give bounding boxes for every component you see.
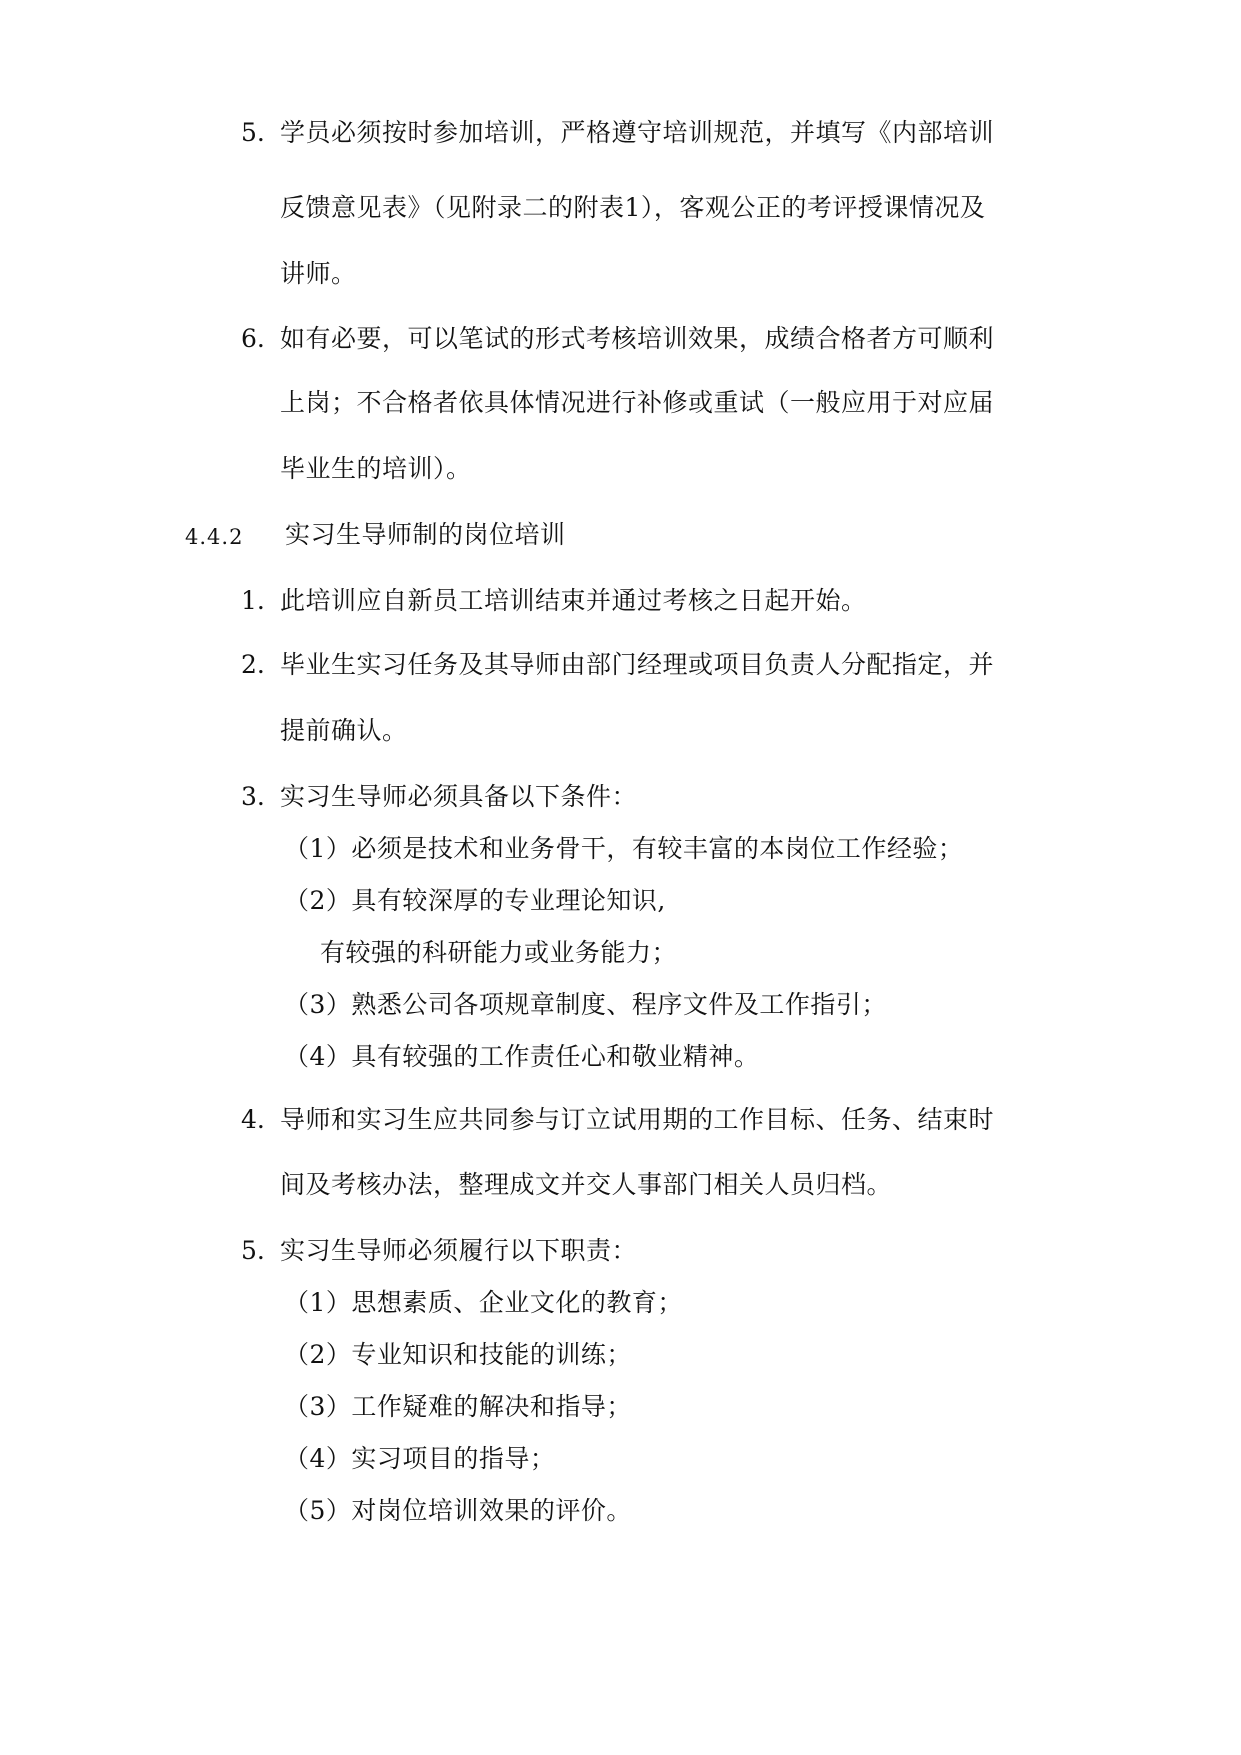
list-number: 6. [241, 324, 265, 353]
sub-item-text: （2）具有较深厚的专业理论知识, [284, 886, 666, 915]
sub-item-text: （4）具有较强的工作责任心和敬业精神。 [284, 1042, 760, 1071]
section-number: 4.4.2 [185, 525, 244, 549]
sub-item-text: （3）熟悉公司各项规章制度、程序文件及工作指引； [284, 990, 887, 1019]
sub-item-text: （2）专业知识和技能的训练； [284, 1340, 632, 1369]
list-item-text: 此培训应自新员工培训结束并通过考核之日起开始。 [280, 586, 867, 615]
list-number: 3. [241, 782, 265, 811]
list-item-text: 导师和实习生应共同参与订立试用期的工作目标、任务、结束时 [280, 1105, 995, 1134]
list-item-text: 上岗；不合格者依具体情况进行补修或重试（一般应用于对应届 [280, 388, 995, 417]
list-number: 2. [241, 650, 265, 679]
section-title: 实习生导师制的岗位培训 [285, 520, 566, 549]
list-item-text: 讲师。 [280, 259, 357, 288]
sub-item-text: （5）对岗位培训效果的评价。 [284, 1496, 632, 1525]
sub-item-text: 有较强的科研能力或业务能力； [320, 938, 678, 967]
list-item-text: 提前确认。 [280, 716, 408, 745]
sub-item-text: （3）工作疑难的解决和指导； [284, 1392, 632, 1421]
list-number: 5. [241, 1236, 265, 1265]
list-number: 5. [241, 118, 265, 147]
sub-item-text: （4）实习项目的指导； [284, 1444, 556, 1473]
list-number: 1. [241, 586, 265, 615]
list-item-text: 如有必要，可以笔试的形式考核培训效果，成绩合格者方可顺利 [280, 324, 995, 353]
list-item-text: 毕业生实习任务及其导师由部门经理或项目负责人分配指定，并 [280, 650, 995, 679]
list-item-text: 反馈意见表》（见附录二的附表1），客观公正的考评授课情况及 [280, 193, 986, 222]
list-item-text: 学员必须按时参加培训，严格遵守培训规范，并填写《内部培训 [280, 118, 995, 147]
list-item-text: 实习生导师必须具备以下条件： [280, 782, 638, 811]
list-number: 4. [241, 1105, 265, 1134]
list-item-text: 间及考核办法，整理成文并交人事部门相关人员归档。 [280, 1170, 893, 1199]
sub-item-text: （1）思想素质、企业文化的教育； [284, 1288, 683, 1317]
list-item-text: 实习生导师必须履行以下职责： [280, 1236, 638, 1265]
list-item-text: 毕业生的培训）。 [280, 454, 472, 483]
sub-item-text: （1）必须是技术和业务骨干，有较丰富的本岗位工作经验； [284, 834, 964, 863]
